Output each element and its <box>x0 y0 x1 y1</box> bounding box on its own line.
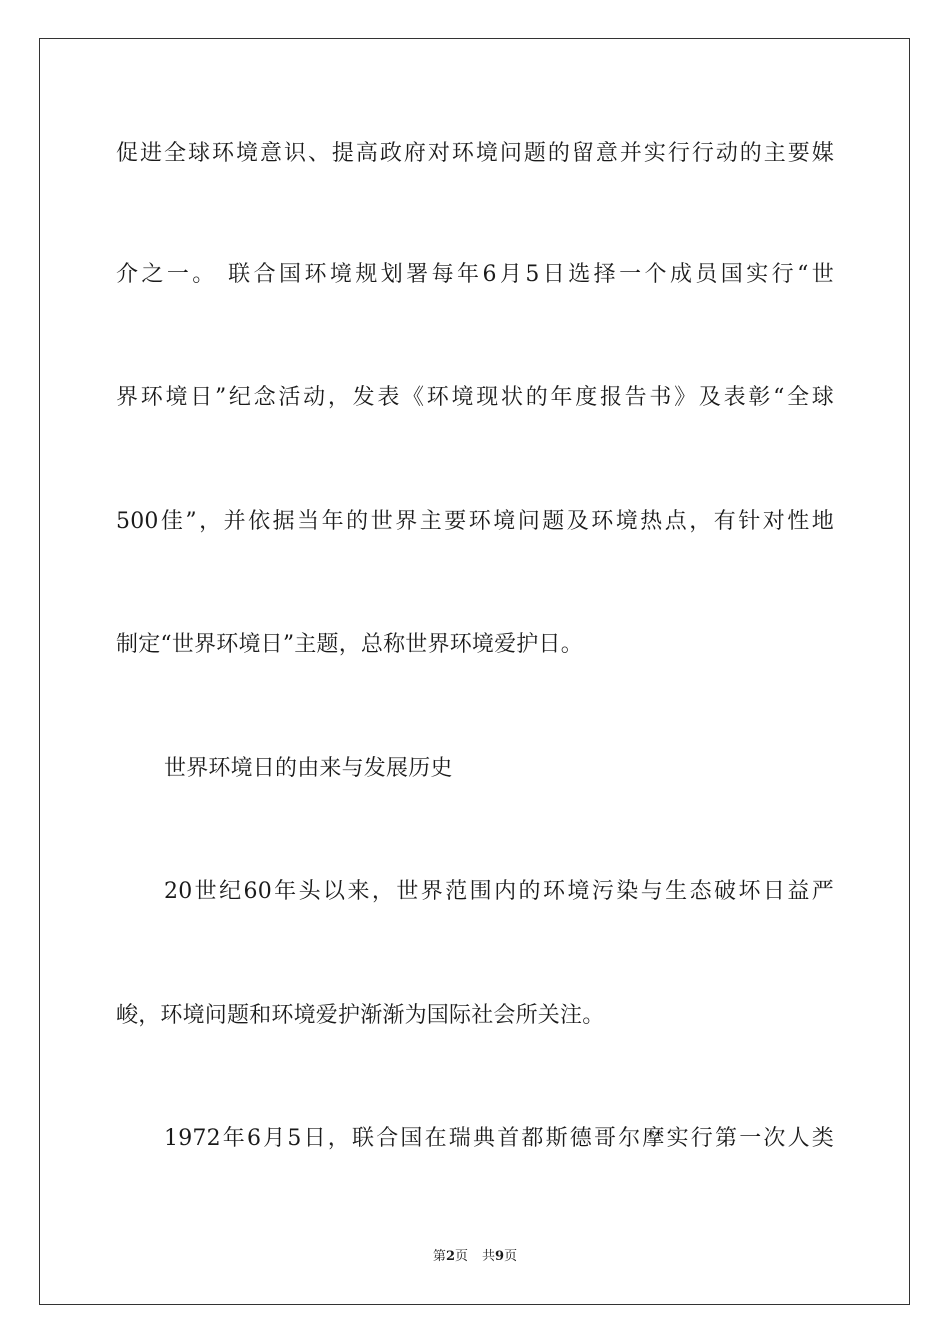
page-footer <box>0 1249 950 1265</box>
footer-page-suffix: 页 <box>454 1249 468 1264</box>
body-line-3: 界环境日”纪念活动，发表《环境现状的年度报告书》及表彰“全球 <box>116 385 834 410</box>
body-line-9: 1972年6月5日，联合国在瑞典首都斯德哥尔摩实行第一次人类 <box>164 1126 834 1151</box>
footer-total-suffix: 页 <box>504 1249 518 1264</box>
body-line-4: 500佳”，并依据当年的世界主要环境问题及环境热点，有针对性地 <box>116 509 834 534</box>
body-line-2: 介之一。 联合国环境规划署每年6月5日选择一个成员国实行“世 <box>116 262 834 287</box>
footer-total-prefix: 共 <box>482 1249 496 1264</box>
body-line-5: 制定“世界环境日”主题，总称世界环境爱护日。 <box>116 632 583 657</box>
section-heading: 世界环境日的由来与发展历史 <box>164 756 453 781</box>
body-line-7: 20世纪60年头以来，世界范围内的环境污染与生态破坏日益严 <box>164 879 834 904</box>
page-border <box>39 38 910 1305</box>
footer-page-number: 2 <box>445 1249 455 1264</box>
footer-total-number: 9 <box>495 1249 505 1264</box>
body-line-1: 促进全球环境意识、提高政府对环境问题的留意并实行行动的主要媒 <box>116 141 834 166</box>
body-line-8: 峻，环境问题和环境爱护渐渐为国际社会所关注。 <box>116 1003 605 1028</box>
footer-page-prefix: 第 <box>432 1249 446 1264</box>
